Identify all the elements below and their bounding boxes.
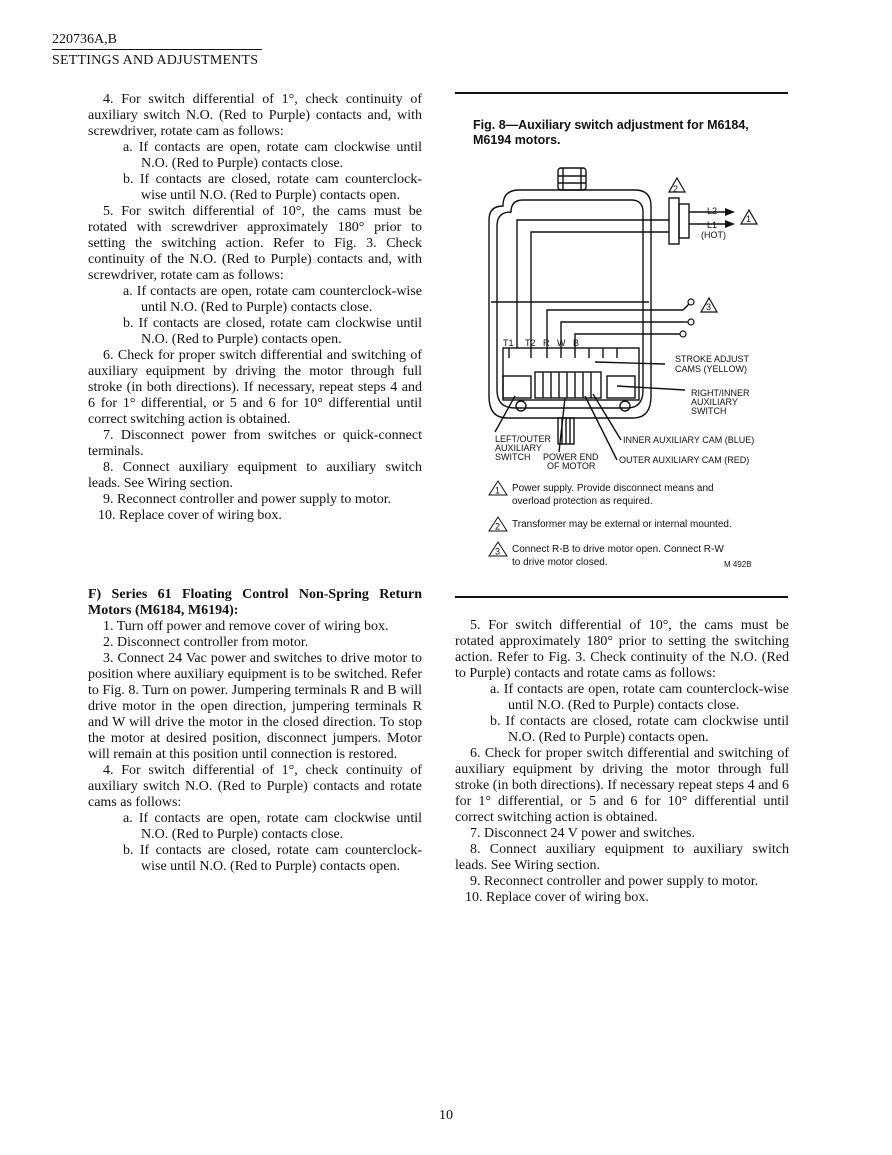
- power-end-label-1: POWER END: [543, 452, 599, 462]
- step-4a: a. If contacts are open, rotate cam clockwise until N.O. (Red to Purple) contacts close.: [123, 140, 422, 171]
- note-2-line-1: Transformer may be external or internal mounted.: [512, 519, 732, 530]
- label-w: W: [557, 338, 566, 348]
- left-column-bottom: [88, 587, 422, 875]
- figure-bottom-rule: [455, 596, 788, 598]
- f-step-4: 4. For switch differential of 1°, check continuity of auxiliary switch N.O. (Red to Purple) contacts and rotate cams as follows:: [88, 763, 422, 810]
- triangle-1-label: 1: [746, 214, 752, 224]
- r-step-6: 6. Check for proper switch differential and switching of auxiliary equipment by driving the motor through full stroke (in both directions). If necessary repeat steps 4 and 6 for 1° differential, or 5 and 6 for 10° differential until correct switching action is obtained.: [455, 746, 789, 825]
- r-step-7: 7. Disconnect 24 V power and switches.: [470, 826, 695, 841]
- outer-cam-label: OUTER AUXILIARY CAM (RED): [619, 455, 750, 465]
- note-2-text: [512, 518, 732, 531]
- r-step-5b: b. If contacts are closed, rotate cam clockwise until N.O. (Red to Purple) contacts open.: [490, 714, 789, 745]
- f-step-2: 2. Disconnect controller from motor.: [103, 635, 309, 650]
- f-step-4b: b. If contacts are closed, rotate cam counterclock-wise until N.O. (Red to Purple) contacts open.: [123, 843, 422, 874]
- label-t1: T1: [503, 338, 514, 348]
- step-4b: b. If contacts are closed, rotate cam counterclock-wise until N.O. (Red to Purple) contacts open.: [123, 172, 422, 203]
- left-switch-label-3: SWITCH: [495, 452, 531, 462]
- r-step-8: 8. Connect auxiliary equipment to auxiliary switch leads. See Wiring section.: [455, 842, 789, 873]
- power-end-label-2: OF MOTOR: [547, 461, 596, 471]
- header-rule: [52, 49, 262, 50]
- step-10-paragraph: 10. Replace cover of wiring box.: [98, 508, 282, 523]
- right-column-bottom: [455, 618, 789, 906]
- stroke-adjust-label-1: STROKE ADJUST: [675, 354, 750, 364]
- figure-top-rule: [455, 92, 788, 94]
- f-step-3: 3. Connect 24 Vac power and switches to drive motor to position where auxiliary equipment is to be switched. Refer to Fig. 8. Turn on power. Jumpering terminals R and B will drive motor in the open direction, jumpering terminals R and W will drive the motor in the closed direction. To stop the motor at desired position, disconnect jumpers. Motor will remain at this position until connection is restored.: [88, 651, 422, 762]
- step-5-paragraph: 5. For switch differential of 10°, the cams must be rotated with screwdriver approximately 180° prior to setting the switching action. Refer to Fig. 3. Check continuity of the N.O. (Red to Purple) contacts and, with screwdriver, rotate cam as follows:: [88, 204, 422, 283]
- figure-caption: Fig. 8—Auxiliary switch adjustment for M6184, M6194 motors.: [473, 118, 749, 147]
- label-r: R: [543, 338, 550, 348]
- step-5a: a. If contacts are open, rotate cam counterclock-wise until N.O. (Red to Purple) contacts close.: [123, 284, 422, 315]
- label-l2: L2: [707, 206, 718, 216]
- label-t2: T2: [525, 338, 536, 348]
- label-b: B: [573, 338, 580, 348]
- note-1-number: 1: [495, 485, 501, 496]
- f-step-1: 1. Turn off power and remove cover of wiring box.: [103, 619, 389, 634]
- step-5b: b. If contacts are closed, rotate cam clockwise until N.O. (Red to Purple) contacts open.: [123, 316, 422, 347]
- inner-cam-label: INNER AUXILIARY CAM (BLUE): [623, 435, 755, 445]
- stroke-adjust-label-2: CAMS (YELLOW): [675, 364, 748, 374]
- triangle-3-label: 3: [706, 302, 712, 312]
- note-1-text: [512, 482, 714, 508]
- triangle-2-label: 2: [673, 184, 679, 194]
- step-9-paragraph: 9. Reconnect controller and power supply to motor.: [103, 492, 392, 507]
- document-number: 220736A,B: [52, 32, 117, 47]
- section-f-heading: F) Series 61 Floating Control Non-Spring Return Motors (M6184, M6194):: [88, 587, 422, 618]
- left-column-top: [88, 92, 422, 524]
- section-title: SETTINGS AND ADJUSTMENTS: [52, 53, 259, 68]
- f-step-4a: a. If contacts are open, rotate cam clockwise until N.O. (Red to Purple) contacts close.: [123, 811, 422, 842]
- left-switch-label-2: AUXILIARY: [495, 443, 542, 453]
- note-3-line-1: Connect R-B to drive motor open. Connect R-W: [512, 544, 724, 555]
- note-3-text: [512, 543, 724, 569]
- right-switch-label-1: RIGHT/INNER: [691, 388, 750, 398]
- note-1-icon: [488, 480, 508, 496]
- right-switch-label-3: SWITCH: [691, 406, 727, 416]
- r-step-10: 10. Replace cover of wiring box.: [465, 890, 649, 905]
- note-3-number: 3: [495, 546, 501, 557]
- label-l1: L1: [707, 220, 718, 230]
- step-7-paragraph: 7. Disconnect power from switches or quick-connect terminals.: [88, 428, 422, 459]
- label-hot: (HOT): [701, 230, 726, 240]
- step-8-paragraph: 8. Connect auxiliary equipment to auxiliary switch leads. See Wiring section.: [88, 460, 422, 491]
- r-step-5a: a. If contacts are open, rotate cam counterclock-wise until N.O. (Red to Purple) contacts close.: [490, 682, 789, 713]
- figure-code: M 492B: [724, 560, 752, 569]
- r-step-5: 5. For switch differential of 10°, the cams must be rotated approximately 180° prior to setting the switching action. Refer to Fig. 3. Check continuity of the N.O. (Red to Purple) contacts and rotate cams as follows:: [455, 618, 789, 681]
- right-switch-label-2: AUXILIARY: [691, 397, 738, 407]
- note-1-line-2: overload protection as required.: [512, 496, 653, 507]
- note-2-number: 2: [495, 521, 501, 532]
- step-4-paragraph: 4. For switch differential of 1°, check continuity of auxiliary switch N.O. (Red to Purple) contacts and, with screwdriver, rotate cam as follows:: [88, 92, 422, 139]
- note-1-line-1: Power supply. Provide disconnect means and: [512, 483, 714, 494]
- page-number: 10: [439, 1108, 453, 1123]
- note-3-line-2: to drive motor closed.: [512, 557, 608, 568]
- note-3-icon: [488, 541, 508, 557]
- left-switch-label-1: LEFT/OUTER: [495, 434, 552, 444]
- r-step-9: 9. Reconnect controller and power supply to motor.: [470, 874, 759, 889]
- note-2-icon: [488, 516, 508, 532]
- step-6-paragraph: 6. Check for proper switch differential and switching of auxiliary equipment by driving the motor through full stroke (in both directions). If necessary, repeat steps 4 and 6 for 1° differential, or 5 and 6 for 10° differential until correct switching action is obtained.: [88, 348, 422, 427]
